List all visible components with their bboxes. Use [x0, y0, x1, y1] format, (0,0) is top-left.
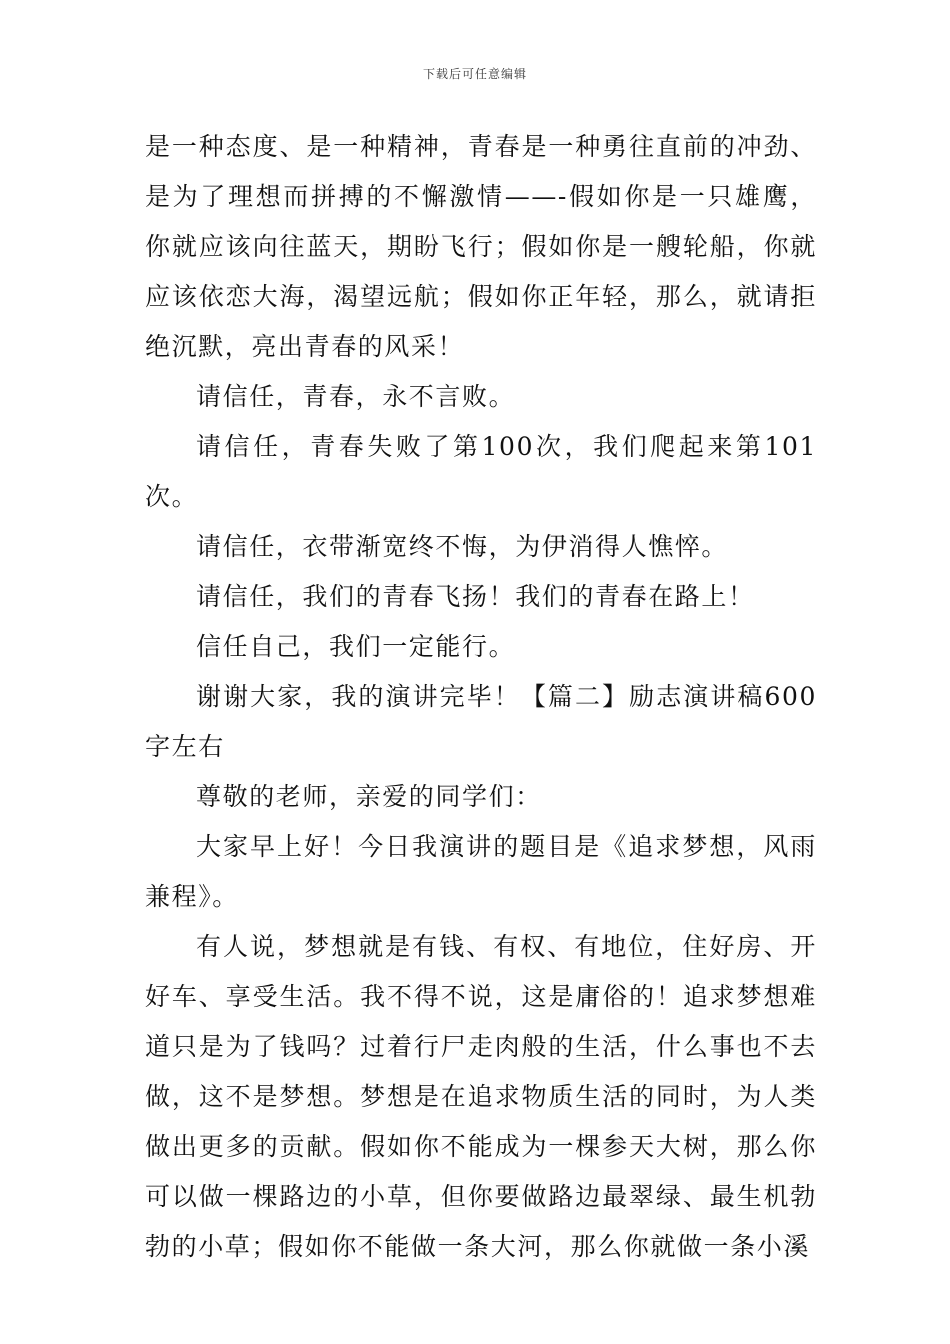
paragraph-continuation: 是一种态度、是一种精神，青春是一种勇往直前的冲劲、是为了理想而拼搏的不懈激情——-假如你是一只雄鹰，你就应该向往蓝天，期盼飞行；假如你是一艘轮船，你就应该依恋大海，渴望远航；假如你正年轻，那么，就请拒绝沉默，亮出青春的风采！ [145, 132, 817, 361]
paragraph-salutation: 尊敬的老师，亲爱的同学们： [196, 782, 542, 811]
paragraph: 请信任，青春，永不言败。 [196, 382, 516, 411]
paragraph: 请信任，衣带渐宽终不悔，为伊消得人憔悴。 [196, 532, 729, 561]
document-body [145, 122, 817, 1272]
paragraph: 大家早上好！今日我演讲的题目是《追求梦想，风雨兼程》。 [145, 832, 817, 911]
page-header: 下载后可任意编辑 [422, 67, 527, 81]
paragraph: 请信任，青春失败了第100次，我们爬起来第101次。 [145, 432, 817, 511]
paragraph: 信任自己，我们一定能行。 [196, 632, 516, 661]
paragraph: 谢谢大家，我的演讲完毕！【篇二】励志演讲稿600字左右 [145, 682, 817, 761]
paragraph: 请信任，我们的青春飞扬！我们的青春在路上！ [196, 582, 755, 611]
paragraph: 有人说，梦想就是有钱、有权、有地位，住好房、开好车、享受生活。我不得不说，这是庸俗的！追求梦想难道只是为了钱吗？过着行尸走肉般的生活，什么事也不去做，这不是梦想。梦想是在追求物质生活的同时，为人类做出更多的贡献。假如你不能成为一棵参天大树，那么你可以做一棵路边的小草，但你要做路边最翠绿、最生机勃勃的小草；假如你不能做一条大河，那么你就做一条小溪 [145, 932, 817, 1261]
